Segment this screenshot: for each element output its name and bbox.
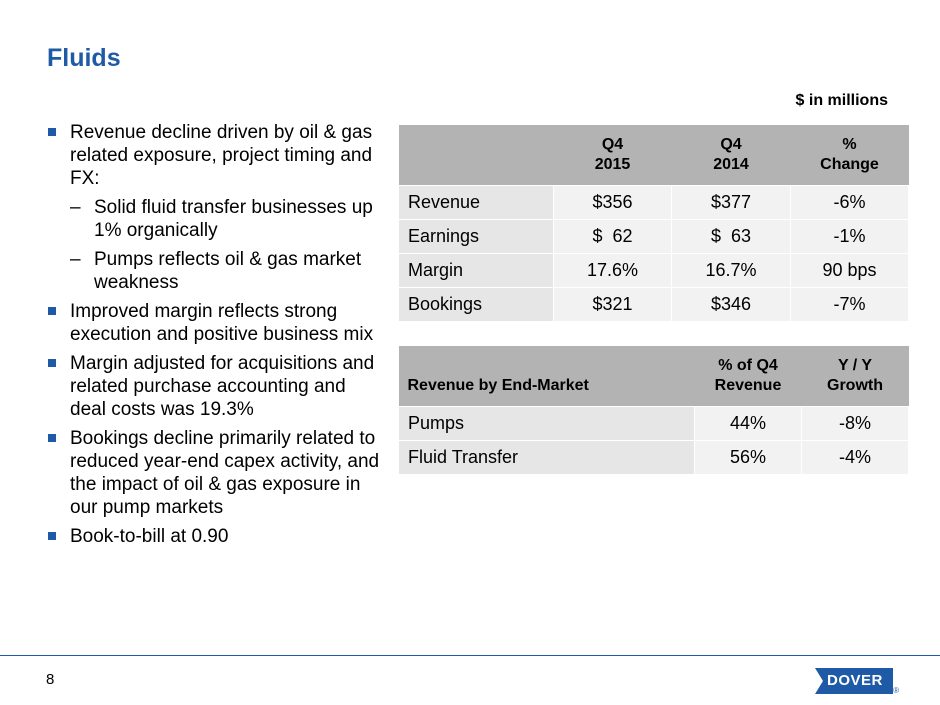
table-cell: $ 62 xyxy=(554,219,672,253)
page-title: Fluids xyxy=(47,44,121,72)
header-cell: % Change xyxy=(791,125,909,185)
bullet-item: Margin adjusted for acquisitions and related purchase accounting and deal costs was 19.3% xyxy=(46,352,386,421)
table-header-row xyxy=(399,125,909,185)
table-cell: 17.6% xyxy=(554,253,672,287)
table-cell: $321 xyxy=(554,287,672,321)
table-cell: -6% xyxy=(791,185,909,219)
row-label: Fluid Transfer xyxy=(399,440,695,474)
table-cell: -8% xyxy=(802,406,909,440)
table-cell: 44% xyxy=(695,406,802,440)
row-label: Revenue xyxy=(399,185,554,219)
table-cell: 56% xyxy=(695,440,802,474)
bullet-item: Improved margin reflects strong execution and positive business mix xyxy=(46,300,386,346)
header-cell: Revenue by End-Market xyxy=(399,346,695,406)
table-row xyxy=(399,287,909,321)
sub-bullet-item: – Solid fluid transfer businesses up 1% organically xyxy=(46,196,386,242)
logo-text: DOVER xyxy=(827,672,883,689)
summary-table xyxy=(398,125,909,322)
table-cell: -4% xyxy=(802,440,909,474)
bullet-item: Revenue decline driven by oil & gas related exposure, project timing and FX: xyxy=(46,121,386,190)
table-row xyxy=(399,253,909,287)
row-label: Earnings xyxy=(399,219,554,253)
table-header-row xyxy=(399,346,909,406)
table-cell: -7% xyxy=(791,287,909,321)
end-market-table xyxy=(398,346,909,475)
header-cell xyxy=(399,125,554,185)
table-row xyxy=(399,440,909,474)
units-note: $ in millions xyxy=(795,92,888,109)
footer-divider xyxy=(0,655,940,656)
page-number: 8 xyxy=(46,671,55,688)
sub-bullet-item: – Pumps reflects oil & gas market weakness xyxy=(46,248,386,294)
row-label: Bookings xyxy=(399,287,554,321)
dover-logo xyxy=(815,668,899,695)
table-cell: 16.7% xyxy=(672,253,791,287)
header-cell: % of Q4 Revenue xyxy=(695,346,802,406)
table-cell: $ 63 xyxy=(672,219,791,253)
bullet-item: Book-to-bill at 0.90 xyxy=(46,525,386,548)
header-cell: Q4 2015 xyxy=(554,125,672,185)
table-cell: -1% xyxy=(791,219,909,253)
header-cell: Q4 2014 xyxy=(672,125,791,185)
table-row xyxy=(399,406,909,440)
bullet-list xyxy=(46,121,386,554)
registered-mark: ® xyxy=(893,686,899,695)
bullet-item: Bookings decline primarily related to reduced year-end capex activity, and the impact of oil & gas exposure in our pump markets xyxy=(46,427,386,519)
table-cell: $346 xyxy=(672,287,791,321)
table-row xyxy=(399,185,909,219)
row-label: Pumps xyxy=(399,406,695,440)
table-cell: $377 xyxy=(672,185,791,219)
table-cell: 90 bps xyxy=(791,253,909,287)
table-row xyxy=(399,219,909,253)
table-cell: $356 xyxy=(554,185,672,219)
row-label: Margin xyxy=(399,253,554,287)
header-cell: Y / Y Growth xyxy=(802,346,909,406)
